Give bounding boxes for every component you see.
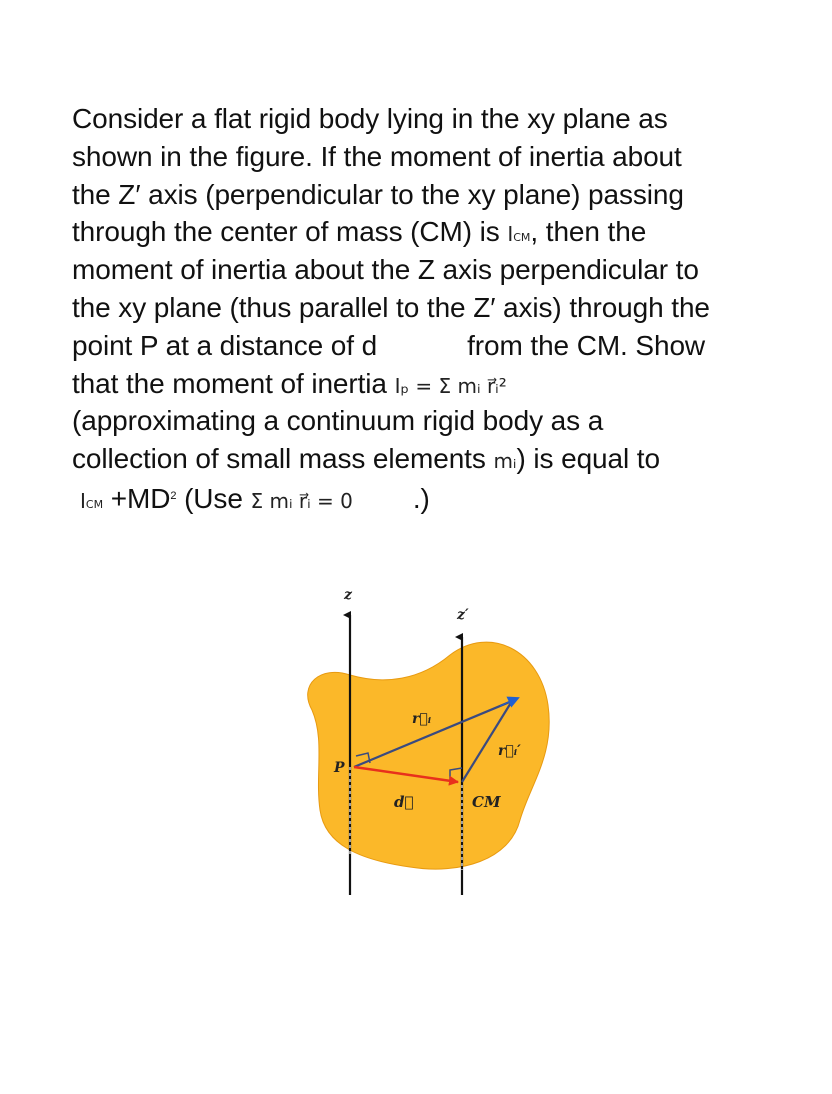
mi-symbol: mᵢ [493, 449, 517, 474]
d-label: d⃗ [394, 793, 414, 811]
sum-condition: Σ mᵢ r⃗ᵢ = 0 [250, 488, 353, 513]
problem-line-2: shown in the figure. If the moment of inertia about [72, 140, 682, 172]
problem-line-8: that the moment of inertia Iₚ = Σ mᵢ r⃗ᵢ² [72, 367, 507, 399]
icm-symbol: ICM [80, 488, 104, 513]
problem-line-11: ICM $+MD^2$ (Use Σ mᵢ r⃗ᵢ = 0 .) [80, 482, 430, 514]
zprime-axis-label: z′ [457, 607, 469, 623]
ip-formula: Iₚ = Σ mᵢ r⃗ᵢ² [394, 373, 507, 398]
riprime-label: r⃗ᵢ′ [498, 743, 521, 759]
problem-line-6: the xy plane (thus parallel to the Z′ axis) through the [72, 291, 710, 323]
problem-text [72, 100, 812, 516]
icm-symbol: ICM [507, 222, 531, 247]
prime-mark: ′ [135, 178, 141, 210]
cm-label: CM [472, 793, 501, 811]
problem-line-7: point P at a distance of d from the CM. Show [72, 329, 706, 361]
z-axis-label: z [344, 587, 352, 603]
problem-line-10: collection of small mass elements mᵢ) is equal to [72, 443, 660, 475]
problem-line-1: Consider a flat rigid body lying in the xy plane as [72, 103, 668, 134]
problem-line-9: (approximating a continuum rigid body as a [72, 405, 604, 437]
p-label: P [334, 760, 345, 776]
problem-line-4: through the center of mass (CM) is ICM, then the [72, 216, 647, 248]
rigid-body-figure [290, 575, 550, 905]
problem-line-3: the Z′ axis (perpendicular to the xy plane) passing [72, 178, 684, 210]
prime-mark: ′ [490, 291, 496, 323]
ri-label: r⃗ᵢ [412, 711, 432, 727]
problem-line-5: moment of inertia about the Z axis perpendicular to [72, 254, 699, 286]
